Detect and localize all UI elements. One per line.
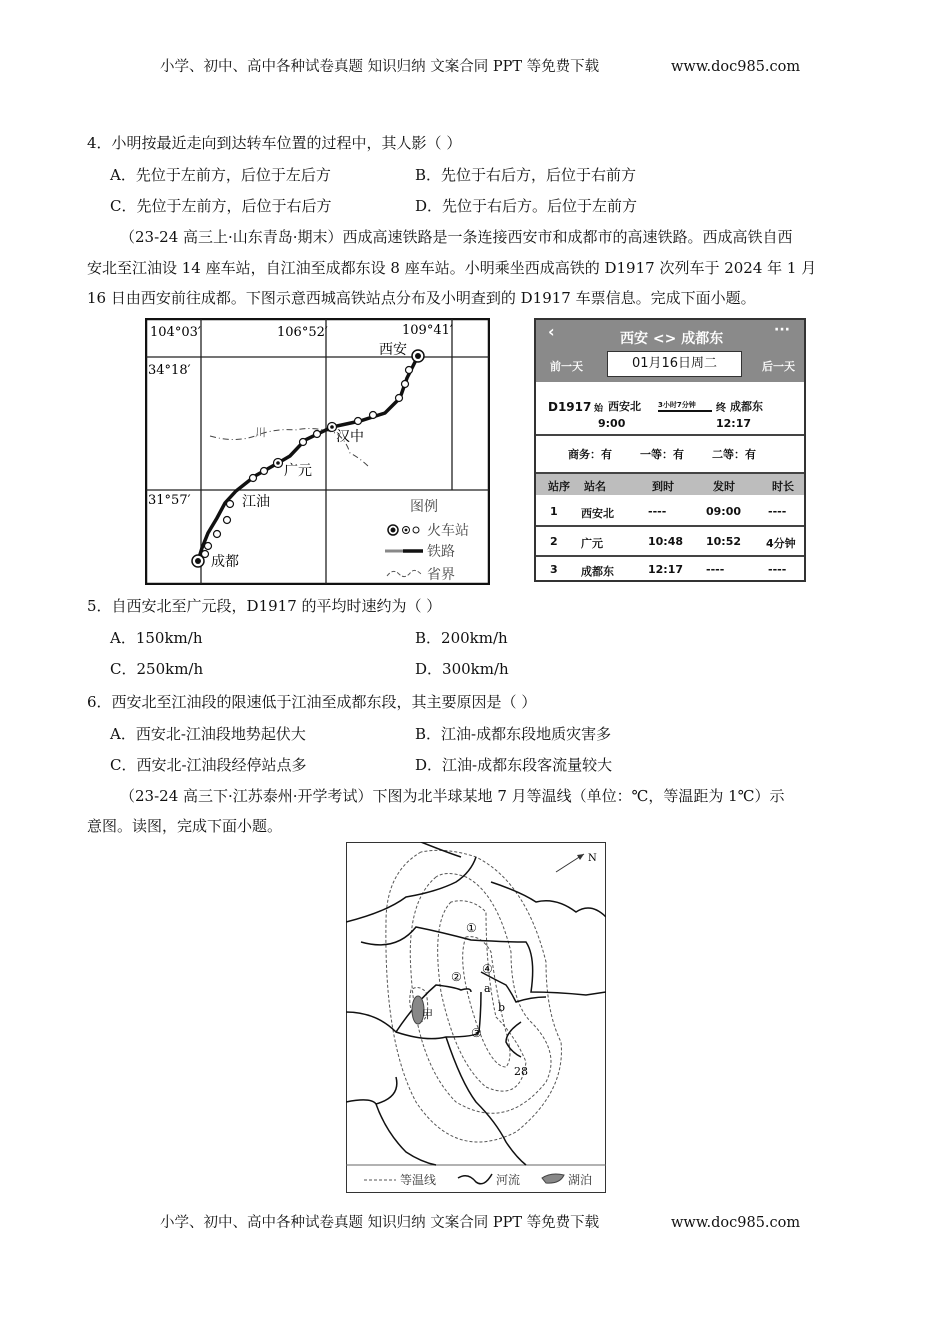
- city-hanzhong: 汉中: [336, 429, 364, 445]
- col-header: 站序: [548, 480, 570, 493]
- more-icon[interactable]: ···: [774, 322, 790, 338]
- duration: 3小时7分钟: [658, 401, 696, 409]
- to-station: 成都东: [730, 400, 763, 413]
- seat-business: 商务：有: [568, 448, 612, 461]
- railway-map: [145, 318, 490, 585]
- q6-option-b: B．江油-成都东段地质灾害多: [415, 725, 612, 743]
- arrow-icon: [658, 410, 712, 412]
- point-3: ③: [471, 1026, 482, 1040]
- q4-option-b: B．先位于右后方，后位于右前方: [415, 166, 637, 184]
- legend-lake: 湖泊: [568, 1173, 593, 1187]
- point-b: b: [498, 1001, 506, 1014]
- q4-option-a: A．先位于左前方，后位于左后方: [110, 166, 331, 184]
- passage1-line: （23-24 高三上·山东青岛·期末）西成高速铁路是一条连接西安市和成都市的高速铁路。西成高铁自西: [120, 228, 793, 246]
- table-row: 2 广元 10:48 10:52 4分钟: [536, 527, 804, 557]
- header-text: 小学、初中、高中各种试卷真题 知识归纳 文案合同 PPT 等免费下载: [160, 59, 600, 75]
- col-header: 到时: [652, 480, 674, 493]
- isotherm-value: 28: [514, 1065, 528, 1078]
- point-4: ④: [482, 962, 493, 976]
- q6-option-a: A．西安北-江油段地势起伏大: [110, 725, 306, 743]
- from-station: 西安北: [608, 400, 641, 413]
- lon-label: 106°52′: [277, 325, 328, 340]
- ticket-info-panel: [534, 318, 806, 582]
- back-icon[interactable]: ‹: [548, 322, 555, 341]
- departure-time: 9:00: [598, 417, 626, 430]
- point-1: ①: [466, 921, 477, 935]
- q4-option-d: D．先位于右后方。后位于左前方: [415, 197, 638, 215]
- legend-border: 省界: [427, 567, 455, 583]
- train-number: D1917: [548, 400, 592, 414]
- legend-station: 火车站: [427, 523, 469, 539]
- legend-railway: 铁路: [427, 544, 455, 560]
- q6-stem: 6．西安北至江油段的限速低于江油至成都东段，其主要原因是（ ）: [87, 693, 537, 711]
- table-row: 1 西安北 ---- 09:00 ----: [536, 497, 804, 527]
- table-header: [536, 474, 804, 495]
- passage2-line: （23-24 高三下·江苏泰州·开学考试）下图为北半球某地 7 月等温线（单位：℃，等温距为 1℃）示: [120, 787, 785, 805]
- header-url[interactable]: www.doc985.com: [671, 59, 801, 75]
- lake-label: 甲: [422, 1008, 433, 1021]
- point-a: a: [484, 982, 491, 995]
- q4-stem: 4．小明按最近走向到达转车位置的过程中，其人影（ ）: [87, 134, 462, 152]
- seat-first: 一等：有: [640, 448, 684, 461]
- q5-option-a: A．150km/h: [110, 629, 203, 647]
- lat-label: 34°18′: [148, 363, 191, 378]
- col-header: 发时: [713, 480, 735, 493]
- city-chengdu: 成都: [211, 554, 239, 570]
- city-xian: 西安: [379, 342, 407, 358]
- q5-stem: 5．自西安北至广元段，D1917 的平均时速约为（ ）: [87, 597, 442, 615]
- city-jiangyou: 江油: [242, 494, 270, 510]
- next-day-button[interactable]: 后一天: [762, 360, 795, 373]
- start-tag: 始: [594, 404, 604, 414]
- city-guangyuan: 广元: [284, 463, 312, 479]
- station-legend-icon: [413, 527, 419, 533]
- prev-day-button[interactable]: 前一天: [550, 360, 583, 373]
- end-tag: 终: [716, 403, 726, 414]
- q5-option-d: D．300km/h: [415, 660, 509, 678]
- seat-second: 二等：有: [712, 448, 756, 461]
- passage2-line: 意图。读图，完成下面小题。: [87, 817, 283, 835]
- passage1-line: 16 日由西安前往成都。下图示意西城高铁站点分布及小明查到的 D1917 车票信息。完成下面小题。: [87, 289, 756, 307]
- q5-option-c: C．250km/h: [110, 660, 204, 678]
- q4-option-c: C．先位于左前方，后位于右后方: [110, 197, 332, 215]
- footer-url[interactable]: www.doc985.com: [671, 1215, 801, 1231]
- date-selector[interactable]: 01月16日周二: [607, 351, 742, 377]
- ticket-header: [536, 320, 804, 382]
- border-mark: 川: [255, 426, 266, 439]
- legend-isotherm: 等温线: [400, 1173, 437, 1187]
- point-2: ②: [451, 970, 462, 984]
- lon-label: 109°41′: [402, 323, 453, 338]
- legend-title: 图例: [410, 499, 438, 515]
- legend-river: 河流: [496, 1173, 521, 1187]
- lon-label: 104°03′: [150, 325, 201, 340]
- arrival-time: 12:17: [716, 417, 752, 430]
- col-header: 时长: [772, 480, 794, 493]
- q6-option-c: C．西安北-江油段经停站点多: [110, 756, 307, 774]
- isotherm-map: [346, 842, 606, 1193]
- q6-option-d: D．江油-成都东段客流量较大: [415, 756, 613, 774]
- q5-option-b: B．200km/h: [415, 629, 508, 647]
- route-title: 西安 <> 成都东: [620, 331, 724, 347]
- passage1-line: 安北至江油设 14 座车站，自江油至成都东设 8 座车站。小明乘坐西成高铁的 D1917 次列车于 2024 年 1 月: [87, 259, 817, 277]
- col-header: 站名: [584, 480, 606, 493]
- lat-label: 31°57′: [148, 493, 191, 508]
- footer-text: 小学、初中、高中各种试卷真题 知识归纳 文案合同 PPT 等免费下载: [160, 1215, 600, 1231]
- table-row: 3 成都东 12:17 ---- ----: [550, 563, 787, 578]
- north-label: N: [588, 853, 597, 864]
